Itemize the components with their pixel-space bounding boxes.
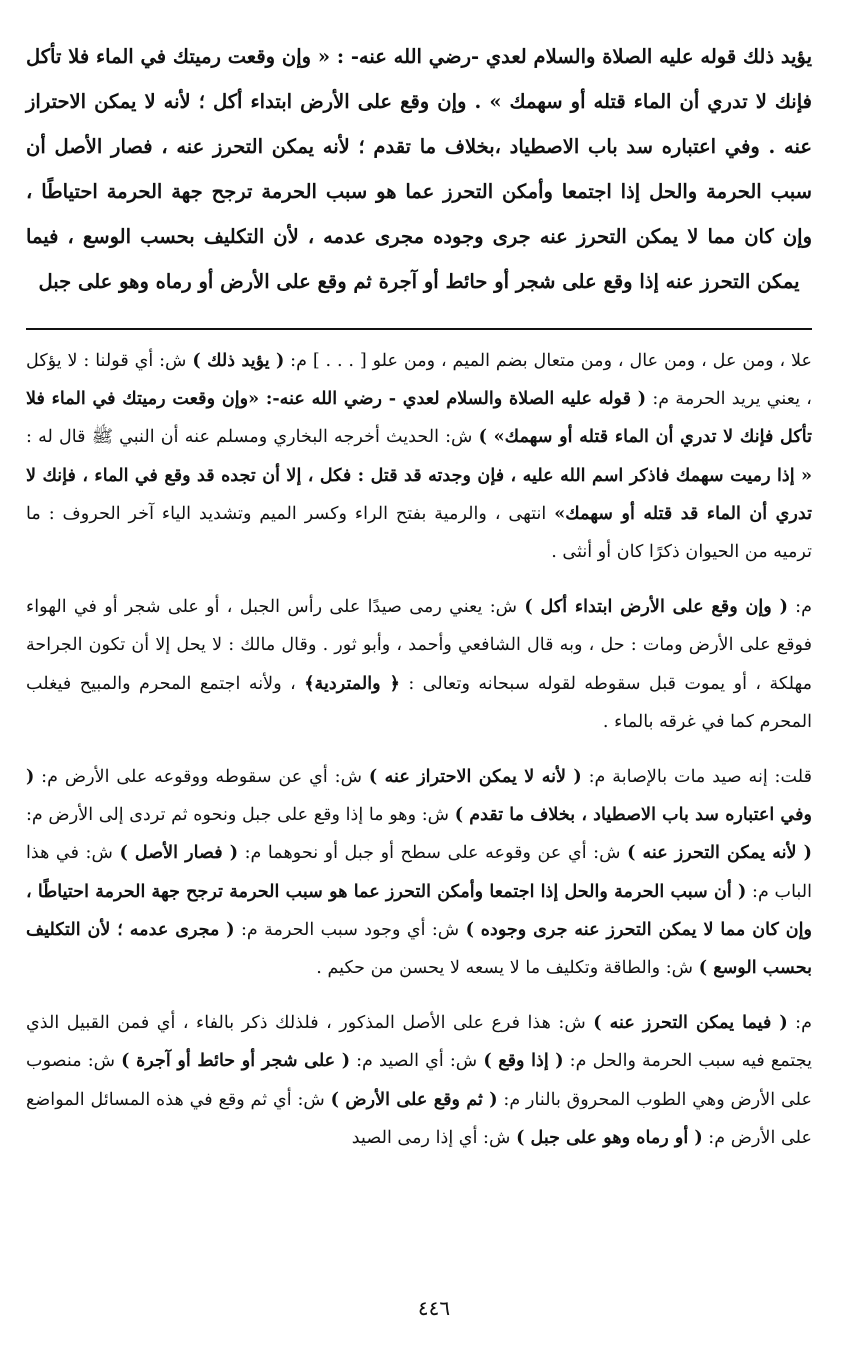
commentary-text: ش: أي ثم وقع في هذه المسائل المواضع على الأرض م:	[26, 1089, 812, 1148]
commentary-quote: ( أن سبب الحرمة والحل إذا اجتمعا وأمكن التحرز عما هو سبب الحرمة ترجح جهة الحرمة احتياطًا ، وإن كان مما لا يمكن التحرز عنه جرى وجوده )	[26, 880, 813, 940]
commentary-text: ش: أي إذا رمى الصيد	[351, 1127, 517, 1148]
commentary-quote: ( ثم وقع على الأرض )	[330, 1088, 498, 1110]
commentary-quote: ( وإن وقع على الأرض ابتداء أكل )	[524, 596, 788, 618]
commentary-text: ش: هذا فرع على الأصل المذكور ، فلذلك ذكر بالفاء ، أي فمن القبيل الذي يجتمع فيه سبب الحرمة والحل م:	[26, 1013, 812, 1072]
commentary-text: ش: أي قولنا : لا يؤكل ، يعني يريد الحرمة م:	[26, 351, 812, 410]
book-page	[26, 34, 812, 1174]
commentary-paragraph	[26, 1004, 812, 1157]
commentary-quote: « إذا رميت سهمك فاذكر اسم الله عليه ، فإن وجدته قد قتل : فكل ، إلا أن تجده قد وقع في الماء ، فإنك لا تدري أن الماء قد قتله أو سهمك»	[26, 464, 812, 524]
commentary-paragraph	[26, 758, 812, 987]
commentary-text: علا ، ومن عل ، ومن عال ، ومن متعال بضم الميم ، ومن علو [ . . . ] م:	[284, 351, 813, 371]
commentary-text: ش: والطاقة وتكليف ما لا يسعه لا يحسن من حكيم .	[316, 958, 699, 979]
separator-line	[26, 328, 812, 330]
commentary-text: ش: الحديث أخرجه البخاري ومسلم عنه أن النبي ﷺ قال له :	[26, 427, 479, 448]
page-number: ٤٤٦	[417, 1296, 451, 1320]
commentary-text: ش: أي وجود سبب الحرمة م:	[234, 919, 466, 940]
commentary-quote: ( يؤيد ذلك )	[192, 350, 285, 371]
commentary-text: ش: منصوب على الأرض وهي الطوب المحروق بالنار م:	[26, 1051, 812, 1110]
commentary-text: م:	[787, 1013, 812, 1034]
commentary-text: انتهى ، والرمية بفتح الراء وكسر الميم وتشديد الياء آخر الحروف : ما ترميه من الحيوان ذكرًا كان أو أنثى .	[26, 503, 812, 563]
commentary-text: ش: وهو ما إذا وقع على جبل ونحوه ثم تردى إلى الأرض م:	[26, 805, 455, 826]
commentary-text: م:	[787, 597, 812, 618]
commentary-quote: ( لأنه يمكن التحرز عنه )	[627, 842, 812, 864]
commentary-quote: ( إذا وقع )	[483, 1050, 564, 1072]
commentary-quote: ( فصار الأصل )	[119, 842, 239, 864]
commentary	[26, 342, 812, 1157]
commentary-quote: ( مجرى عدمه ؛ لأن التكليف بحسب الوسع )	[26, 918, 812, 979]
commentary-quote: ( وفي اعتباره سد باب الاصطياد ، بخلاف ما تقدم )	[26, 766, 812, 826]
commentary-quote: ( على شجر أو حائط أو آجرة )	[121, 1050, 351, 1072]
commentary-text: ، ولأنه اجتمع المحرم والمبيح فيغلب المحرم كما في غرقه بالماء .	[26, 673, 812, 732]
commentary-paragraph	[26, 342, 812, 571]
commentary-text: ش: أي عن سقوطه ووقوعه على الأرض م:	[34, 767, 369, 788]
commentary-text: ش: أي عن وقوعه على سطح أو جبل أو نحوهما م:	[238, 843, 628, 864]
commentary-quote: ( أو رماه وهو على جبل )	[516, 1126, 703, 1148]
commentary-quote: ( قوله عليه الصلاة والسلام لعدي - رضي الله عنه-: «وإن وقعت رميتك في الماء فلا تأكل فإنك لا تدري أن الماء قتله أو سهمك» )	[26, 388, 812, 448]
commentary-text: ش: يعني رمى صيدًا على رأس الجبل ، أو على شجر أو في الهواء فوقع على الأرض ومات : حل ، وبه قال الشافعي وأحمد ، وأبو ثور . وقال مالك : لا يحل إلا أن تكون الجراحة مهلكة ، أو يموت قبل سقوطه لقوله سبحانه وتعالى :	[26, 597, 813, 694]
commentary-quote: ( لأنه لا يمكن الاحتراز عنه )	[368, 766, 582, 788]
commentary-text: ش: أي الصيد م:	[350, 1051, 484, 1072]
commentary-quote: ﴿ والمتردية﴾	[304, 672, 400, 694]
commentary-text: ش: في هذا الباب م:	[26, 843, 812, 902]
commentary-text: قلت: إنه صيد مات بالإصابة م:	[581, 767, 812, 788]
commentary-quote: ( فيما يمكن التحرز عنه )	[593, 1012, 788, 1034]
commentary-paragraph	[26, 588, 812, 741]
main-text: يؤيد ذلك قوله عليه الصلاة والسلام لعدي -رضي الله عنه- : « وإن وقعت رميتك في الماء فلا تأكل فإنك لا تدري أن الماء قتله أو سهمك » . وإن وقع على الأرض ابتداء أكل ؛ لأنه لا يمكن الاحتراز عنه . وفي اعتباره سد باب الاصطياد ،بخلاف ما تقدم ؛ لأنه يمكن التحرز عنه ، فصار الأصل أن سبب الحرمة والحل إذا اجتمعا وأمكن التحرز عما هو سبب الحرمة ترجح جهة الحرمة احتياطًا ، وإن كان مما لا يمكن التحرز عنه جرى وجوده مجرى عدمه ، لأن التكليف بحسب الوسع ، فيما يمكن التحرز عنه إذا وقع على شجر أو حائط أو آجرة ثم وقع على الأرض أو رماه وهو على جبل	[26, 45, 812, 293]
